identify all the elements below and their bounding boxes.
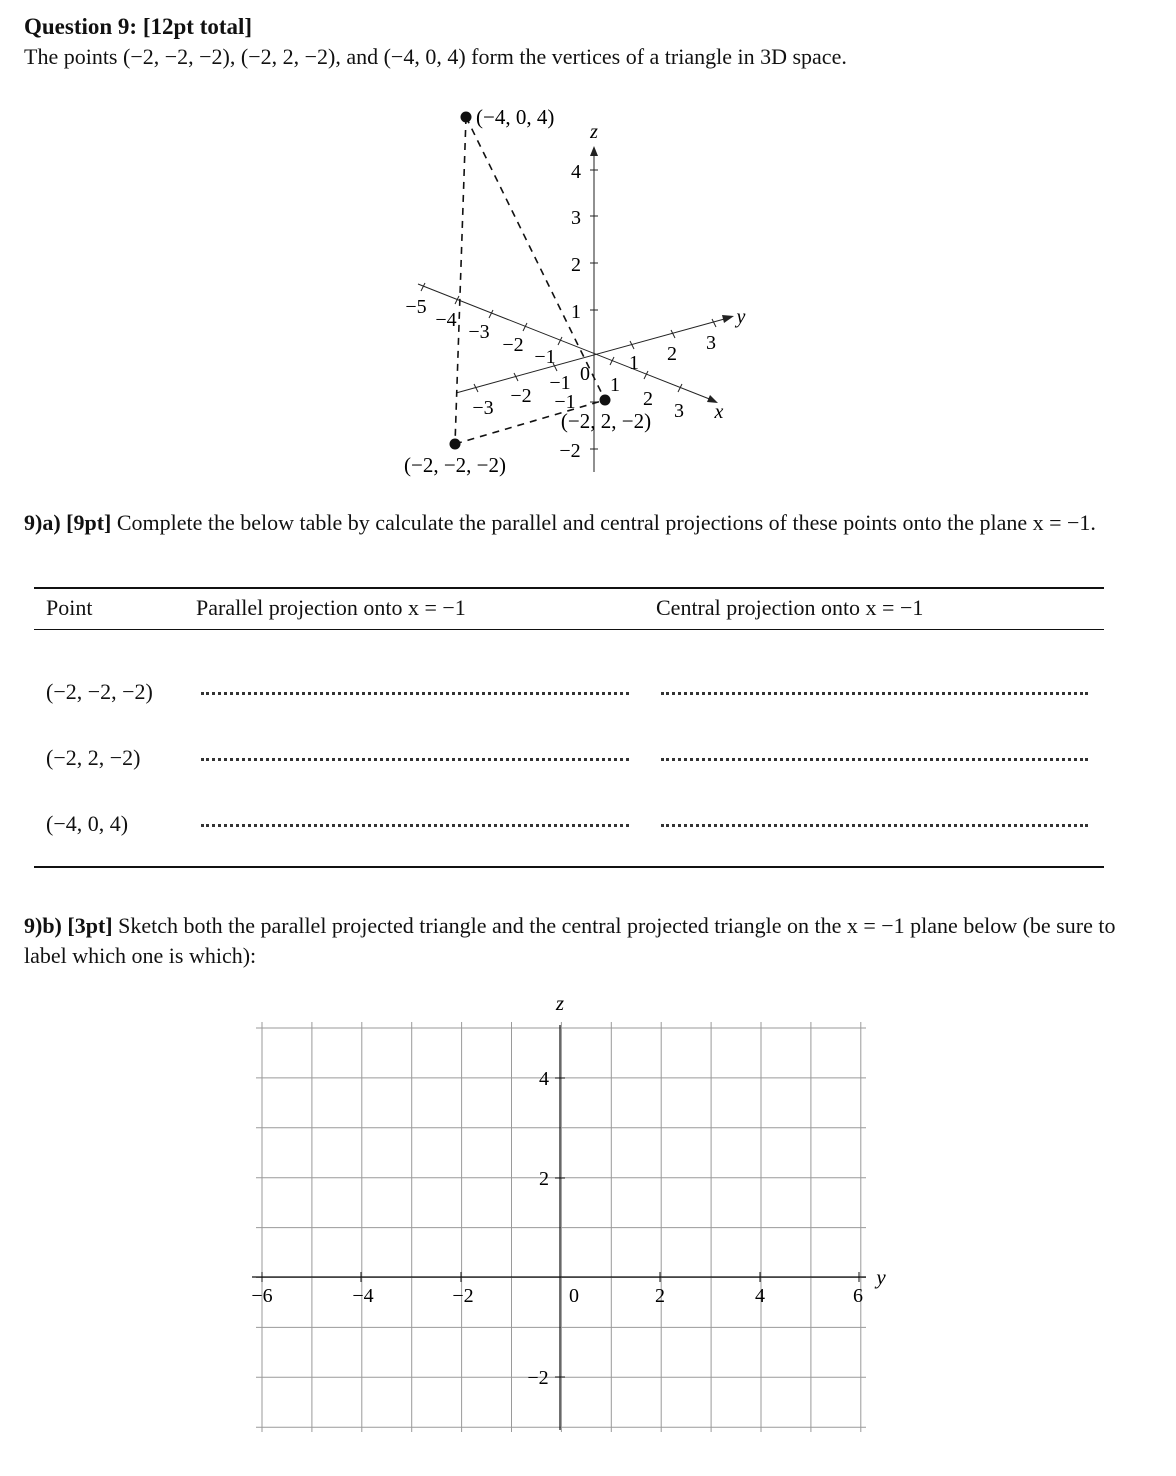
yz-plane-grid[interactable] — [240, 990, 900, 1440]
part-b-label: 9)b) — [24, 913, 62, 938]
z-axis-label: z — [590, 121, 598, 143]
z-tick-label: −1 — [554, 391, 576, 413]
y-axis-label: y — [876, 1265, 886, 1289]
x-tick-label: 2 — [643, 388, 653, 410]
z-tick-label: 1 — [571, 301, 581, 323]
part-a-points: [9pt] — [66, 510, 112, 535]
part-b-points: [3pt] — [67, 913, 113, 938]
z-tick-label: −2 — [527, 1367, 549, 1389]
y-tick-label: 2 — [655, 1285, 665, 1307]
question-intro: The points (−2, −2, −2), (−2, 2, −2), and (−4, 0, 4) form the vertices of a triangle in 3D space. — [24, 44, 847, 69]
y-tick-label: −2 — [452, 1285, 474, 1307]
x-tick-label: 3 — [674, 400, 684, 422]
y-tick-label: 3 — [706, 332, 716, 354]
x-tick-label: −1 — [534, 346, 556, 368]
y-axis — [456, 318, 728, 393]
triangle-3d-figure — [380, 98, 780, 488]
y-tick-label: 4 — [755, 1285, 765, 1307]
vertex-point — [600, 395, 611, 406]
y-tick-label: −4 — [352, 1285, 374, 1307]
x-axis-label: x — [714, 401, 724, 423]
parallel-answer-blank[interactable] — [201, 692, 629, 695]
question-heading: Question 9: [12pt total] — [24, 14, 253, 39]
z-tick-label: 4 — [539, 1068, 549, 1090]
y-tick-label: 0 — [569, 1285, 579, 1307]
vertex-label: (−2, −2, −2) — [403, 453, 507, 477]
parallel-answer-blank[interactable] — [201, 758, 629, 761]
vertex-point — [461, 112, 472, 123]
table-top-rule — [34, 587, 1104, 589]
y-tick-label: −3 — [472, 397, 494, 419]
central-answer-blank[interactable] — [661, 692, 1088, 695]
part-b-text: Sketch both the parallel projected triangle and the central projected triangle on the x = −1 plane below (be sure to label which one is which): — [24, 913, 1116, 968]
y-axis-arrow — [722, 315, 734, 323]
table-bottom-rule — [34, 866, 1104, 868]
part-a-text: Complete the below table by calculate the parallel and central projections of these points onto the plane x = −1. — [116, 510, 1096, 535]
y-tick-label: 6 — [853, 1285, 863, 1307]
x-tick-label: −2 — [502, 334, 524, 356]
table-row-point: (−4, 0, 4) — [46, 811, 129, 836]
y-axis-label: y — [736, 306, 746, 328]
table-header-central: Central projection onto x = −1 — [656, 595, 924, 620]
x-tick-label: −4 — [435, 309, 457, 331]
table-row-point: (−2, −2, −2) — [46, 679, 153, 704]
table-header-rule — [34, 629, 1104, 630]
central-answer-blank[interactable] — [661, 824, 1088, 827]
table-header-point: Point — [46, 595, 93, 620]
z-tick-label: 3 — [571, 207, 581, 229]
origin-label: 0 — [580, 363, 590, 385]
z-tick-label: 4 — [571, 161, 581, 183]
y-tick-label: −2 — [510, 385, 532, 407]
x-tick-label: −5 — [405, 296, 427, 318]
z-tick-label: −2 — [559, 440, 581, 462]
parallel-answer-blank[interactable] — [201, 824, 629, 827]
z-axis-arrow — [590, 146, 598, 156]
central-answer-blank[interactable] — [661, 758, 1088, 761]
vertex-label: (−2, 2, −2) — [560, 409, 652, 433]
y-tick-label: 2 — [667, 343, 677, 365]
z-axis-label: z — [555, 991, 565, 1015]
vertex-label: (−4, 0, 4) — [476, 105, 555, 129]
z-tick-label: 2 — [571, 254, 581, 276]
y-tick-label: −6 — [251, 1285, 273, 1307]
x-tick-label: 1 — [610, 374, 620, 396]
part-a-label: 9)a) — [24, 510, 61, 535]
part-b-prompt — [24, 911, 1134, 971]
y-tick-label: 1 — [629, 352, 639, 374]
part-a-prompt — [24, 508, 1134, 538]
x-tick-label: −3 — [468, 321, 490, 343]
y-tick-label: −1 — [549, 372, 571, 394]
table-row-point: (−2, 2, −2) — [46, 745, 141, 770]
vertex-point — [450, 439, 461, 450]
grid-lines — [256, 1022, 866, 1432]
z-tick-label: 2 — [539, 1168, 549, 1190]
table-header-parallel: Parallel projection onto x = −1 — [196, 595, 466, 620]
